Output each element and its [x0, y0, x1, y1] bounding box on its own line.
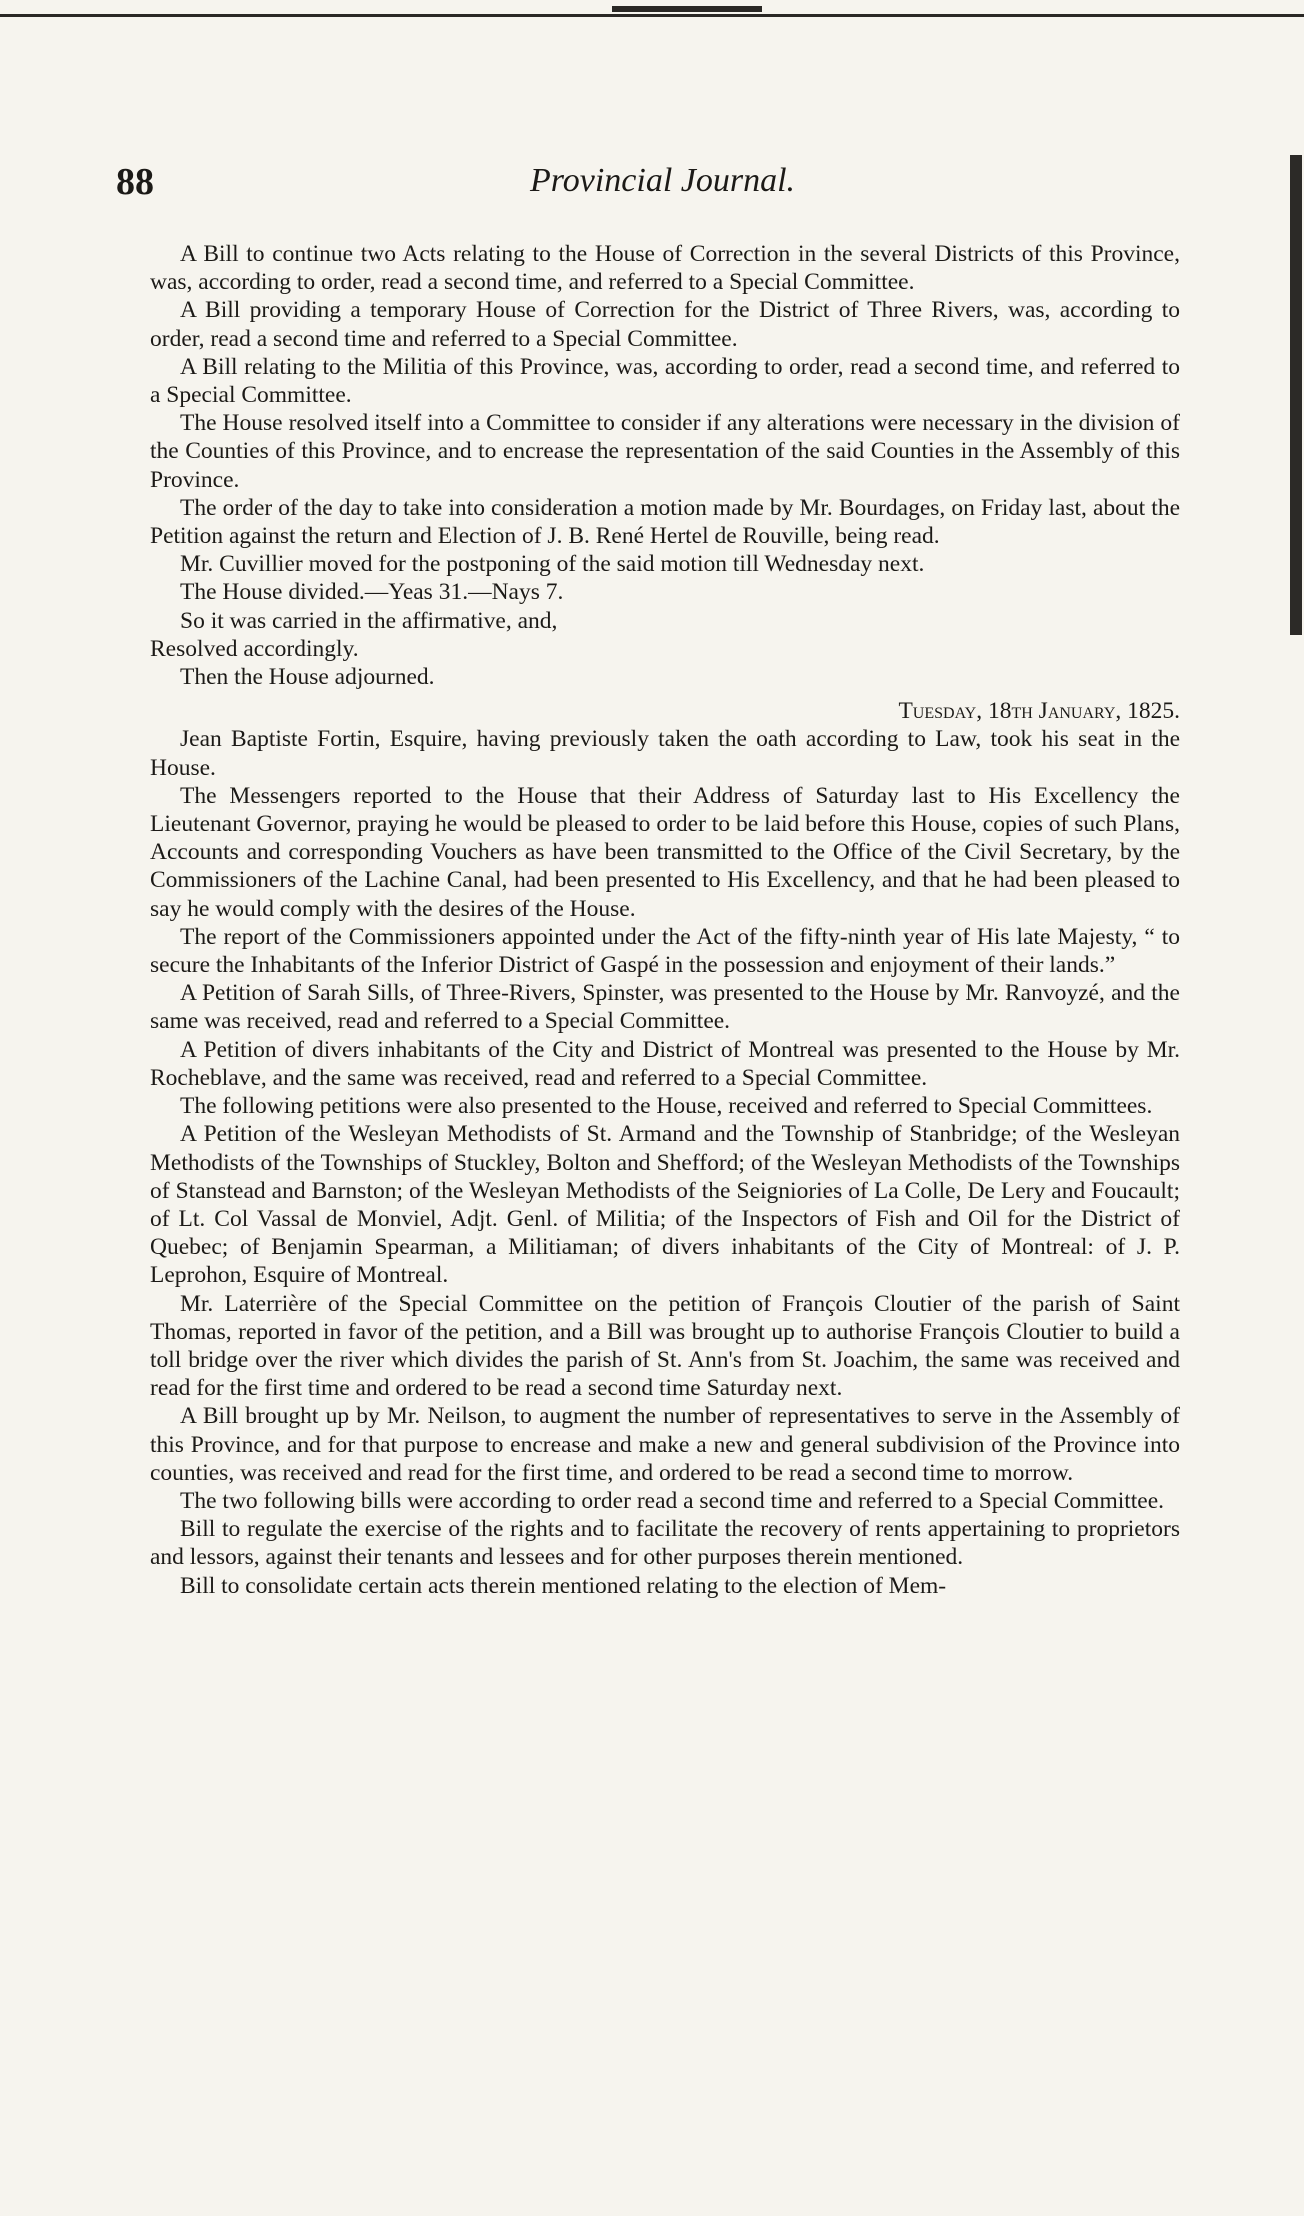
paragraph: A Bill brought up by Mr. Neilson, to augment the number of representatives to serve in the Assembly of this Province, and for that purpose to encrease and make a new and general subdivision of the Province into counties, was received and read for the first time, and ordered to be read a second time to morrow.: [150, 1403, 1180, 1486]
page-edge-shadow: [1290, 155, 1302, 635]
paragraph: The Messengers reported to the House that their Address of Saturday last to His Excellency the Lieutenant Governor, praying he would be pleased to order to be laid before this House, copies of such Plans, Accounts and corresponding Vouchers as have been transmitted to the Office of the Civil Secretary, by the Commissioners of the Lachine Canal, had been presented to His Excellency, and that he had been pleased to say he would comply with the desires of the House.: [150, 782, 1180, 922]
paragraph: Then the House adjourned.: [180, 664, 435, 691]
paragraph: A Petition of Sarah Sills, of Three-Rivers, Spinster, was presented to the House by Mr. Ranvoyzé, and the same was received, read and referred to a Special Committee.: [150, 980, 1180, 1035]
paragraph: A Bill relating to the Militia of this Province, was, according to order, read a second time, and referred to a Special Committee.: [150, 353, 1180, 409]
top-rule-mark: [612, 6, 762, 12]
paragraph: The order of the day to take into consideration a motion made by Mr. Bourdages, on Friday last, about the Petition against the return and Election of J. B. René Hertel de Rouville, being read.: [150, 494, 1180, 550]
paragraph: Bill to consolidate certain acts therein mentioned relating to the election of Mem-: [180, 1572, 947, 1599]
date-heading: Tuesday, 18th January, 1825.: [898, 698, 1180, 725]
paragraph: A Bill providing a temporary House of Correction for the District of Three Rivers, was, according to order, read a second time and referred to a Special Committee.: [150, 297, 1180, 352]
paragraph: The following petitions were also presented to the House, received and referred to Special Committees.: [180, 1093, 1153, 1120]
paragraph: Resolved accordingly.: [150, 635, 359, 662]
paragraph: A Petition of divers inhabitants of the City and District of Montreal was presented to the House by Mr. Rocheblave, and the same was received, read and referred to a Special Committee.: [150, 1036, 1180, 1091]
paragraph: The House divided.—Yeas 31.—Nays 7.: [180, 579, 564, 606]
paragraph: Mr. Cuvillier moved for the postponing of the said motion till Wednesday next.: [180, 551, 925, 578]
paragraph: Mr. Laterrière of the Special Committee on the petition of François Cloutier of the parish of Saint Thomas, reported in favor of the petition, and a Bill was brought up to authorise François Cloutier to build a toll bridge over the river which divides the parish of St. Ann's from St. Joachim, the same was received and read for the first time and ordered to be read a second time Saturday next.: [150, 1290, 1180, 1402]
paragraph: So it was carried in the affirmative, and,: [180, 607, 558, 634]
running-head: [0, 160, 1304, 206]
paragraph: The two following bills were according to order read a second time and referred to a Special Committee.: [180, 1487, 1165, 1514]
page-number: 88: [116, 161, 154, 203]
running-title: Provincial Journal.: [530, 162, 796, 199]
paragraph: The House resolved itself into a Committee to consider if any alterations were necessary in the division of the Counties of this Province, and to encrease the representation of the said Counties in the Assembly of this Province.: [150, 410, 1180, 493]
paragraph: A Bill to continue two Acts relating to the House of Correction in the several Districts of this Province, was, according to order, read a second time, and referred to a Special Committee.: [150, 241, 1180, 296]
paragraph: Bill to regulate the exercise of the rights and to facilitate the recovery of rents appertaining to proprietors and lessors, against their tenants and lessees and for other purposes therein mentioned.: [150, 1516, 1180, 1571]
journal-text: [150, 240, 1180, 1600]
paragraph: The report of the Commissioners appointed under the Act of the fifty-ninth year of His late Majesty, “ to secure the Inhabitants of the Inferior District of Gaspé in the possession and enjoyment of their lands.”: [150, 923, 1180, 979]
paragraph: Jean Baptiste Fortin, Esquire, having previously taken the oath according to Law, took his seat in the House.: [150, 726, 1180, 781]
paragraph: A Petition of the Wesleyan Methodists of St. Armand and the Township of Stanbridge; of the Wesleyan Methodists of the Townships of Stuckley, Bolton and Shefford; of the Wesleyan Methodists of the Townships of Stanstead and Barnston; of the Wesleyan Methodists of the Seigniories of La Colle, De Lery and Foucault; of Lt. Col Vassal de Monviel, Adjt. Genl. of Militia; of the Inspectors of Fish and Oil for the District of Quebec; of Benjamin Spearman, a Militiaman; of divers inhabitants of the City of Montreal: of J. P. Leprohon, Esquire of Montreal.: [150, 1121, 1180, 1289]
top-rule: [0, 14, 1304, 17]
